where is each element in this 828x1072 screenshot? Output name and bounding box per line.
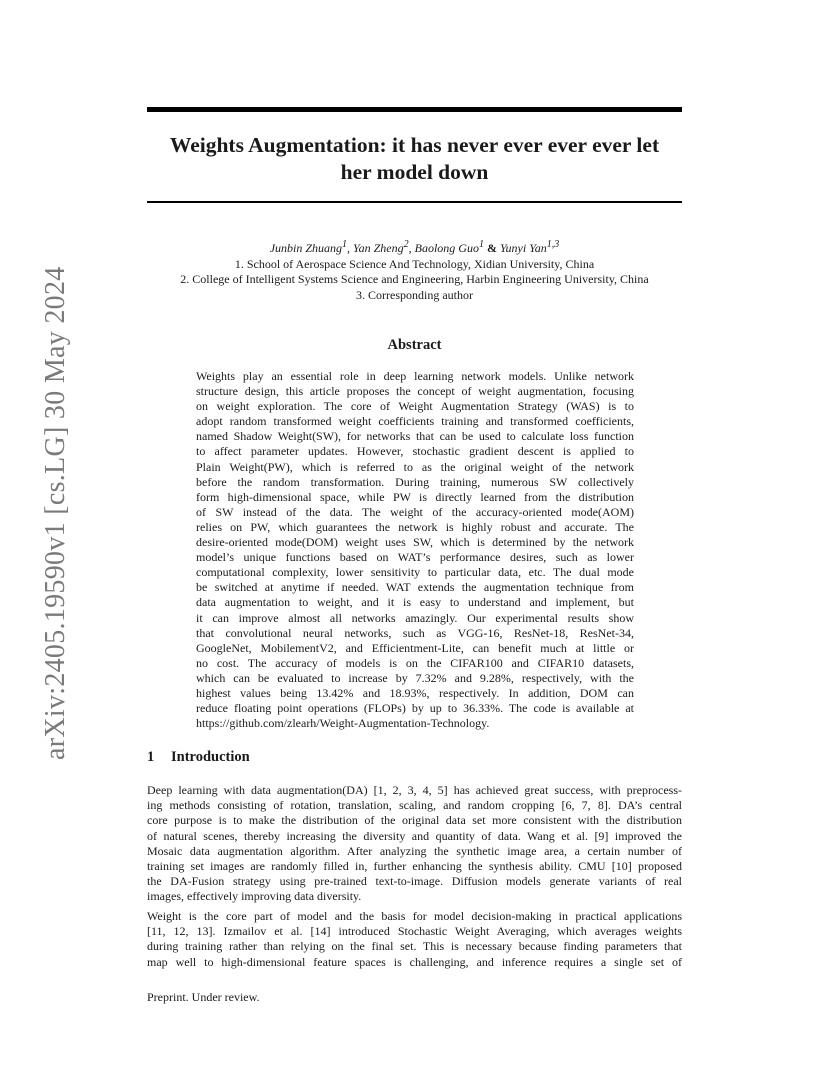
text-line: of natural scenes, thereby increasing the diversity and quantity of data. Wang et al. [9] improved the: [147, 828, 682, 843]
text-line: model’s unique functions based on WAT’s performance desires, such as lower: [196, 550, 634, 565]
text-line: that convolutional neural networks, such as VGG-16, ResNet-18, ResNet-34,: [196, 625, 634, 640]
text-line: before the random transformation. During training, numerous SW collectively: [196, 474, 634, 489]
text-line: Weights play an essential role in deep learning network models. Unlike network: [196, 369, 634, 383]
abstract-heading: Abstract: [387, 337, 442, 353]
text-line: structure design, this article proposes the concept of weight augmentation, focusing: [196, 384, 634, 399]
text-line: the DA-Fusion strategy using pre-trained text-to-image. Diffusion models generate variants of real: [147, 874, 682, 889]
text-line: to affect parameter updates. However, stochastic gradient descent is applied to: [196, 444, 634, 459]
text-line: adopt random transformed weight coefficients training and transformed coefficients,: [196, 414, 634, 429]
text-line: data augmentation to weight, and it is easy to understand and implement, but: [196, 595, 634, 610]
affiliation-line: 1. School of Aerospace Science And Technology, Xidian University, China: [234, 256, 595, 271]
author-name: Yunyi Yan: [499, 241, 547, 255]
title-bottom-rule: [147, 201, 682, 203]
author-affil-mark: 1,3: [546, 239, 560, 250]
text-line: map well to high-dimensional feature spaces is challenging, and inference requires a single set of: [147, 954, 682, 969]
text-line: computational complexity, lower sensitivity to particular data, etc. The dual mode: [196, 565, 634, 580]
abstract-body: [196, 369, 634, 731]
text-line: Mosaic data augmentation algorithm. After analyzing the synthetic image area, a certain number of: [147, 843, 682, 858]
title-line: Weights Augmentation: it has never ever ever ever let: [169, 133, 660, 157]
intro-paragraph-1: [147, 783, 682, 905]
author-block: [147, 237, 682, 303]
affiliation-line: 3. Corresponding author: [356, 287, 473, 302]
author-affil-mark: 2: [403, 239, 409, 250]
text-line: ing methods consisting of rotation, translation, scaling, and random cropping [6, 7, 8]. DA’s central: [147, 798, 682, 813]
text-line: highest values being 13.42% and 18.93%, respectively. In addition, DOM can: [196, 685, 634, 700]
author-conjunction: &: [483, 241, 500, 255]
title-top-rule: [147, 107, 682, 112]
affiliation-line: 2. College of Intelligent Systems Science and Engineering, Harbin Engineering University, China: [180, 272, 649, 286]
text-line: Deep learning with data augmentation(DA) [1, 2, 3, 4, 5] has achieved great success, with preprocess-: [147, 783, 682, 797]
section-number: 1: [147, 749, 155, 765]
author-name: Baolong Guo: [414, 241, 479, 255]
text-line: no cost. The accuracy of models is on the CIFAR100 and CIFAR10 datasets,: [196, 655, 634, 670]
author-name: Yan Zheng: [353, 241, 404, 255]
section-title: Introduction: [171, 749, 250, 765]
title-line: her model down: [340, 160, 489, 184]
section-heading: [147, 749, 250, 766]
author-names: Junbin Zhuang$^1$, Yan Zheng$^2$, Baolong Guo$^1$ & Yunyi Yan$^{1,3}$: [269, 239, 560, 255]
text-line: [11, 12, 13]. Izmailov et al. [14] introduced Stochastic Weight Averaging, which averages weights: [147, 924, 682, 939]
text-line: which can be evaluated to increase by 7.32% and 9.28%, respectively, with the: [196, 670, 634, 685]
author-affil-mark: 1: [478, 239, 484, 250]
text-line: GoogleNet, MobilementV2, and Efficientment-Lite, can benefit much at little or: [196, 640, 634, 655]
text-line: relies on PW, which guarantees the network is highly robust and accurate. The: [196, 519, 634, 534]
intro-paragraph-2: [147, 909, 682, 970]
text-line: reduce floating point operations (FLOPs) by up to 36.33%. The code is available at: [196, 701, 634, 716]
text-line: desire-oriented mode(DOM) weight uses SW, which is determined by the network: [196, 535, 634, 550]
text-line: named Shadow Weight(SW), for networks that can be used to calculate loss function: [196, 429, 634, 444]
author-name: Junbin Zhuang: [269, 241, 343, 255]
footer-note: Preprint. Under review.: [147, 990, 260, 1004]
text-line: on weight exploration. The core of Weight Augmentation Strategy (WAS) is to: [196, 399, 634, 414]
text-line: images, effectively improving data diversity.: [147, 889, 362, 904]
paper-title: [147, 132, 682, 186]
text-line: form high-dimensional space, while PW is directly learned from the distribution: [196, 489, 634, 504]
author-affil-mark: 1: [342, 239, 348, 250]
arxiv-stamp: arXiv:2405.19590v1 [cs.LG] 30 May 2024: [40, 266, 71, 760]
text-line: Plain Weight(PW), which is referred to as the original weight of the network: [196, 459, 634, 474]
text-line: core purpose is to make the distribution of the original data set more consistent with the distribution: [147, 813, 682, 828]
text-line: https://github.com/zlearh/Weight-Augmentation-Technology.: [196, 716, 490, 731]
text-line: be switched at anytime if needed. WAT extends the augmentation technique from: [196, 580, 634, 595]
text-line: Weight is the core part of model and the basis for model decision-making in practical applications: [147, 909, 682, 923]
text-line: during training rather than relying on the final set. This is necessary because finding parameters that: [147, 939, 682, 954]
text-line: training set images are randomly filled in, further enhancing the synthesis ability. CMU [10] proposed: [147, 858, 682, 873]
text-line: of SW instead of the data. The weight of the accuracy-oriented mode(AOM): [196, 504, 634, 519]
text-line: it can improve almost all networks amazingly. Our experimental results show: [196, 610, 634, 625]
